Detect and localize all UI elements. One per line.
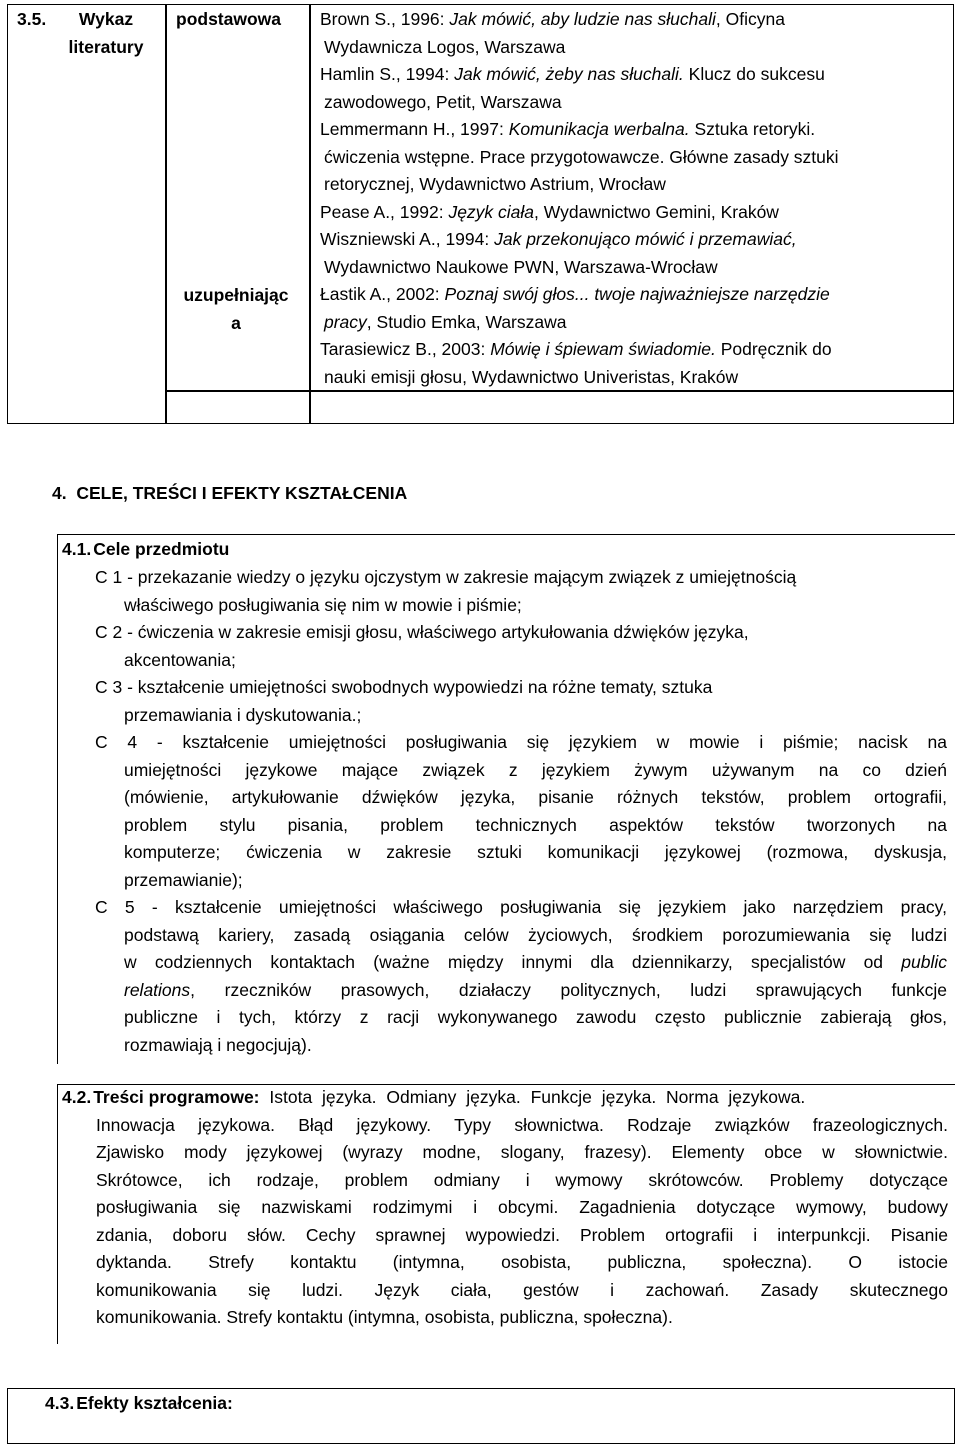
list-item-cont: nauki emisji głosu, Wydawnictwo Univeristas, Kraków — [324, 366, 739, 387]
goal-c1: C 1 - przekazanie wiedzy o języku ojczystym w zakresie mającym związek z umiejętnością — [95, 567, 797, 587]
goal-c4-cont: (mówienie, artykułowanie dźwięków języka, pisanie różnych tekstów, problem ortografii, — [124, 787, 947, 807]
list-item-cont: ćwiczenia wstępne. Prace przygotowawcze. Główne zasady sztuki — [324, 146, 839, 167]
content-body — [62, 1084, 948, 1332]
basic-literature-list — [320, 6, 950, 391]
list-item: Tarasiewicz B., 2003: Mówię i śpiewam świadomie. Podręcznik do — [320, 339, 832, 359]
goal-c2-cont: akcentowania; — [124, 649, 236, 670]
goal-c5-cont: relations, rzeczników prasowych, działaczy politycznych, ludzi sprawujących funkcje — [124, 979, 947, 1000]
list-item-cont: Wydawnicza Logos, Warszawa — [324, 36, 566, 57]
list-item: Brown S., 1996: Jak mówić, aby ludzie nas słuchali, Oficyna — [320, 9, 785, 29]
literature-table-divider — [309, 390, 311, 424]
content-line: zdania, doboru słów. Cechy sprawnej wypowiedzi. Problem ortografii i interpunkcji. Pisanie — [96, 1224, 948, 1245]
goal-c5-cont: rozmawiają i negocjują). — [124, 1034, 312, 1055]
list-item: Lemmermann H., 1997: Komunikacja werbalna. Sztuka retoryki. — [320, 119, 816, 139]
list-item: Łastik A., 2002: Poznaj swój głos... twoje najważniejsze narzędzie — [320, 284, 830, 304]
content-line: komunikowania się ludzi. Język ciała, gestów i zachowań. Zasady skutecznego — [96, 1279, 948, 1300]
content-line: komunikowania. Strefy kontaktu (intymna, osobista, publiczna, społeczna). — [96, 1307, 673, 1327]
basic-literature-label: podstawowa — [176, 9, 282, 29]
list-item: Wiszniewski A., 1994: Jak przekonująco mówić i przemawiać, — [320, 229, 797, 249]
content-line: dyktanda. Strefy kontaktu (intymna, osobista, publiczna, społeczna). O istocie — [96, 1252, 948, 1272]
list-item-cont: Wydawnictwo Naukowe PWN, Warszawa-Wrocław — [324, 256, 718, 277]
list-item: Pease A., 1992: Język ciała, Wydawnictwo Gemini, Kraków — [320, 201, 779, 222]
list-item-cont: retorycznej, Wydawnictwo Astrium, Wrocław — [324, 174, 666, 194]
goal-c5-cont: podstawą kariery, zasadą osiągania celów życiowych, środkiem porozumiewania się ludzi — [124, 924, 947, 945]
goal-c4-cont: problem stylu pisania, problem technicznych aspektów tekstów tworzonych na — [124, 814, 947, 835]
goal-c3-cont: przemawiania i dyskutowania.; — [124, 704, 362, 725]
list-item: Hamlin S., 1994: Jak mówić, żeby nas słuchali. Klucz do sukcesu — [320, 64, 825, 84]
literature-table-bottom-row — [165, 390, 954, 424]
section-4-heading: 4. CELE, TREŚCI I EFEKTY KSZTAŁCENIA — [52, 483, 408, 503]
outcomes-heading: 4.3. Efekty kształcenia: — [45, 1393, 233, 1413]
goal-c5: C 5 - kształcenie umiejętności właściwego posługiwania się językiem jako narzędziem pracy, — [95, 897, 947, 917]
section-3-5-title: Wykaz literatury — [68, 9, 144, 57]
goal-c3: C 3 - kształcenie umiejętności swobodnych wypowiedzi na różne tematy, sztuka — [95, 677, 713, 697]
goal-c4: C 4 - kształcenie umiejętności posługiwania się językiem w mowie i piśmie; nacisk na — [95, 732, 947, 752]
goal-c1-cont: właściwego posługiwania się nim w mowie i piśmie; — [124, 594, 522, 615]
section-3-5-number: 3.5. — [17, 9, 47, 29]
content-line: 4.2. Treści programowe: Istota języka. Odmiany języka. Funkcje języka. Norma językowa. — [62, 1087, 806, 1107]
goal-c4-cont: umiejętności językowe mające związek z językiem żywym używanym na co dzień — [124, 759, 947, 780]
goals-heading: 4.1. Cele przedmiotu — [62, 539, 230, 559]
goal-c4-cont: komputerze; ćwiczenia w zakresie sztuki komunikacji językowej (rozmowa, dyskusja, — [124, 842, 947, 862]
goal-c5-cont: w codziennych kontaktach (ważne między innymi dla dziennikarzy, specjalistów od public — [124, 952, 947, 972]
list-item-cont: zawodowego, Petit, Warszawa — [324, 91, 562, 112]
goal-c4-cont: przemawianie); — [124, 869, 243, 890]
content-line: posługiwania się nazwiskami rodzimymi i obcymi. Zagadnienia dotyczące wymowy, budowy — [96, 1197, 948, 1217]
content-line: Innowacja językowa. Błąd językowy. Typy słownictwa. Rodzaje związków frazeologicznych. — [96, 1114, 948, 1135]
supplementary-literature-label: uzupełniając a — [183, 285, 289, 333]
literature-table-col1 — [7, 4, 167, 424]
goal-c5-cont: publiczne i tych, którzy z racji wykonywanego zawodu często publicznie zabierają głos, — [124, 1007, 947, 1027]
content-heading-number: 4.2. — [62, 1087, 92, 1107]
list-item-cont: pracy, Studio Emka, Warszawa — [324, 311, 567, 332]
goal-c2: C 2 - ćwiczenia w zakresie emisji głosu, właściwego artykułowania dźwięków języka, — [95, 622, 749, 642]
content-line: Skrótowce, ich rodzaje, problem odmiany i wymowy skrótowców. Problemy dotyczące — [96, 1169, 948, 1190]
content-heading: Treści programowe: — [93, 1087, 260, 1107]
content-line: Zjawisko mody językowej (wyrazy modne, slogany, frazesy). Elementy obce w słownictwie. — [96, 1142, 948, 1162]
goals-list — [95, 564, 947, 1059]
